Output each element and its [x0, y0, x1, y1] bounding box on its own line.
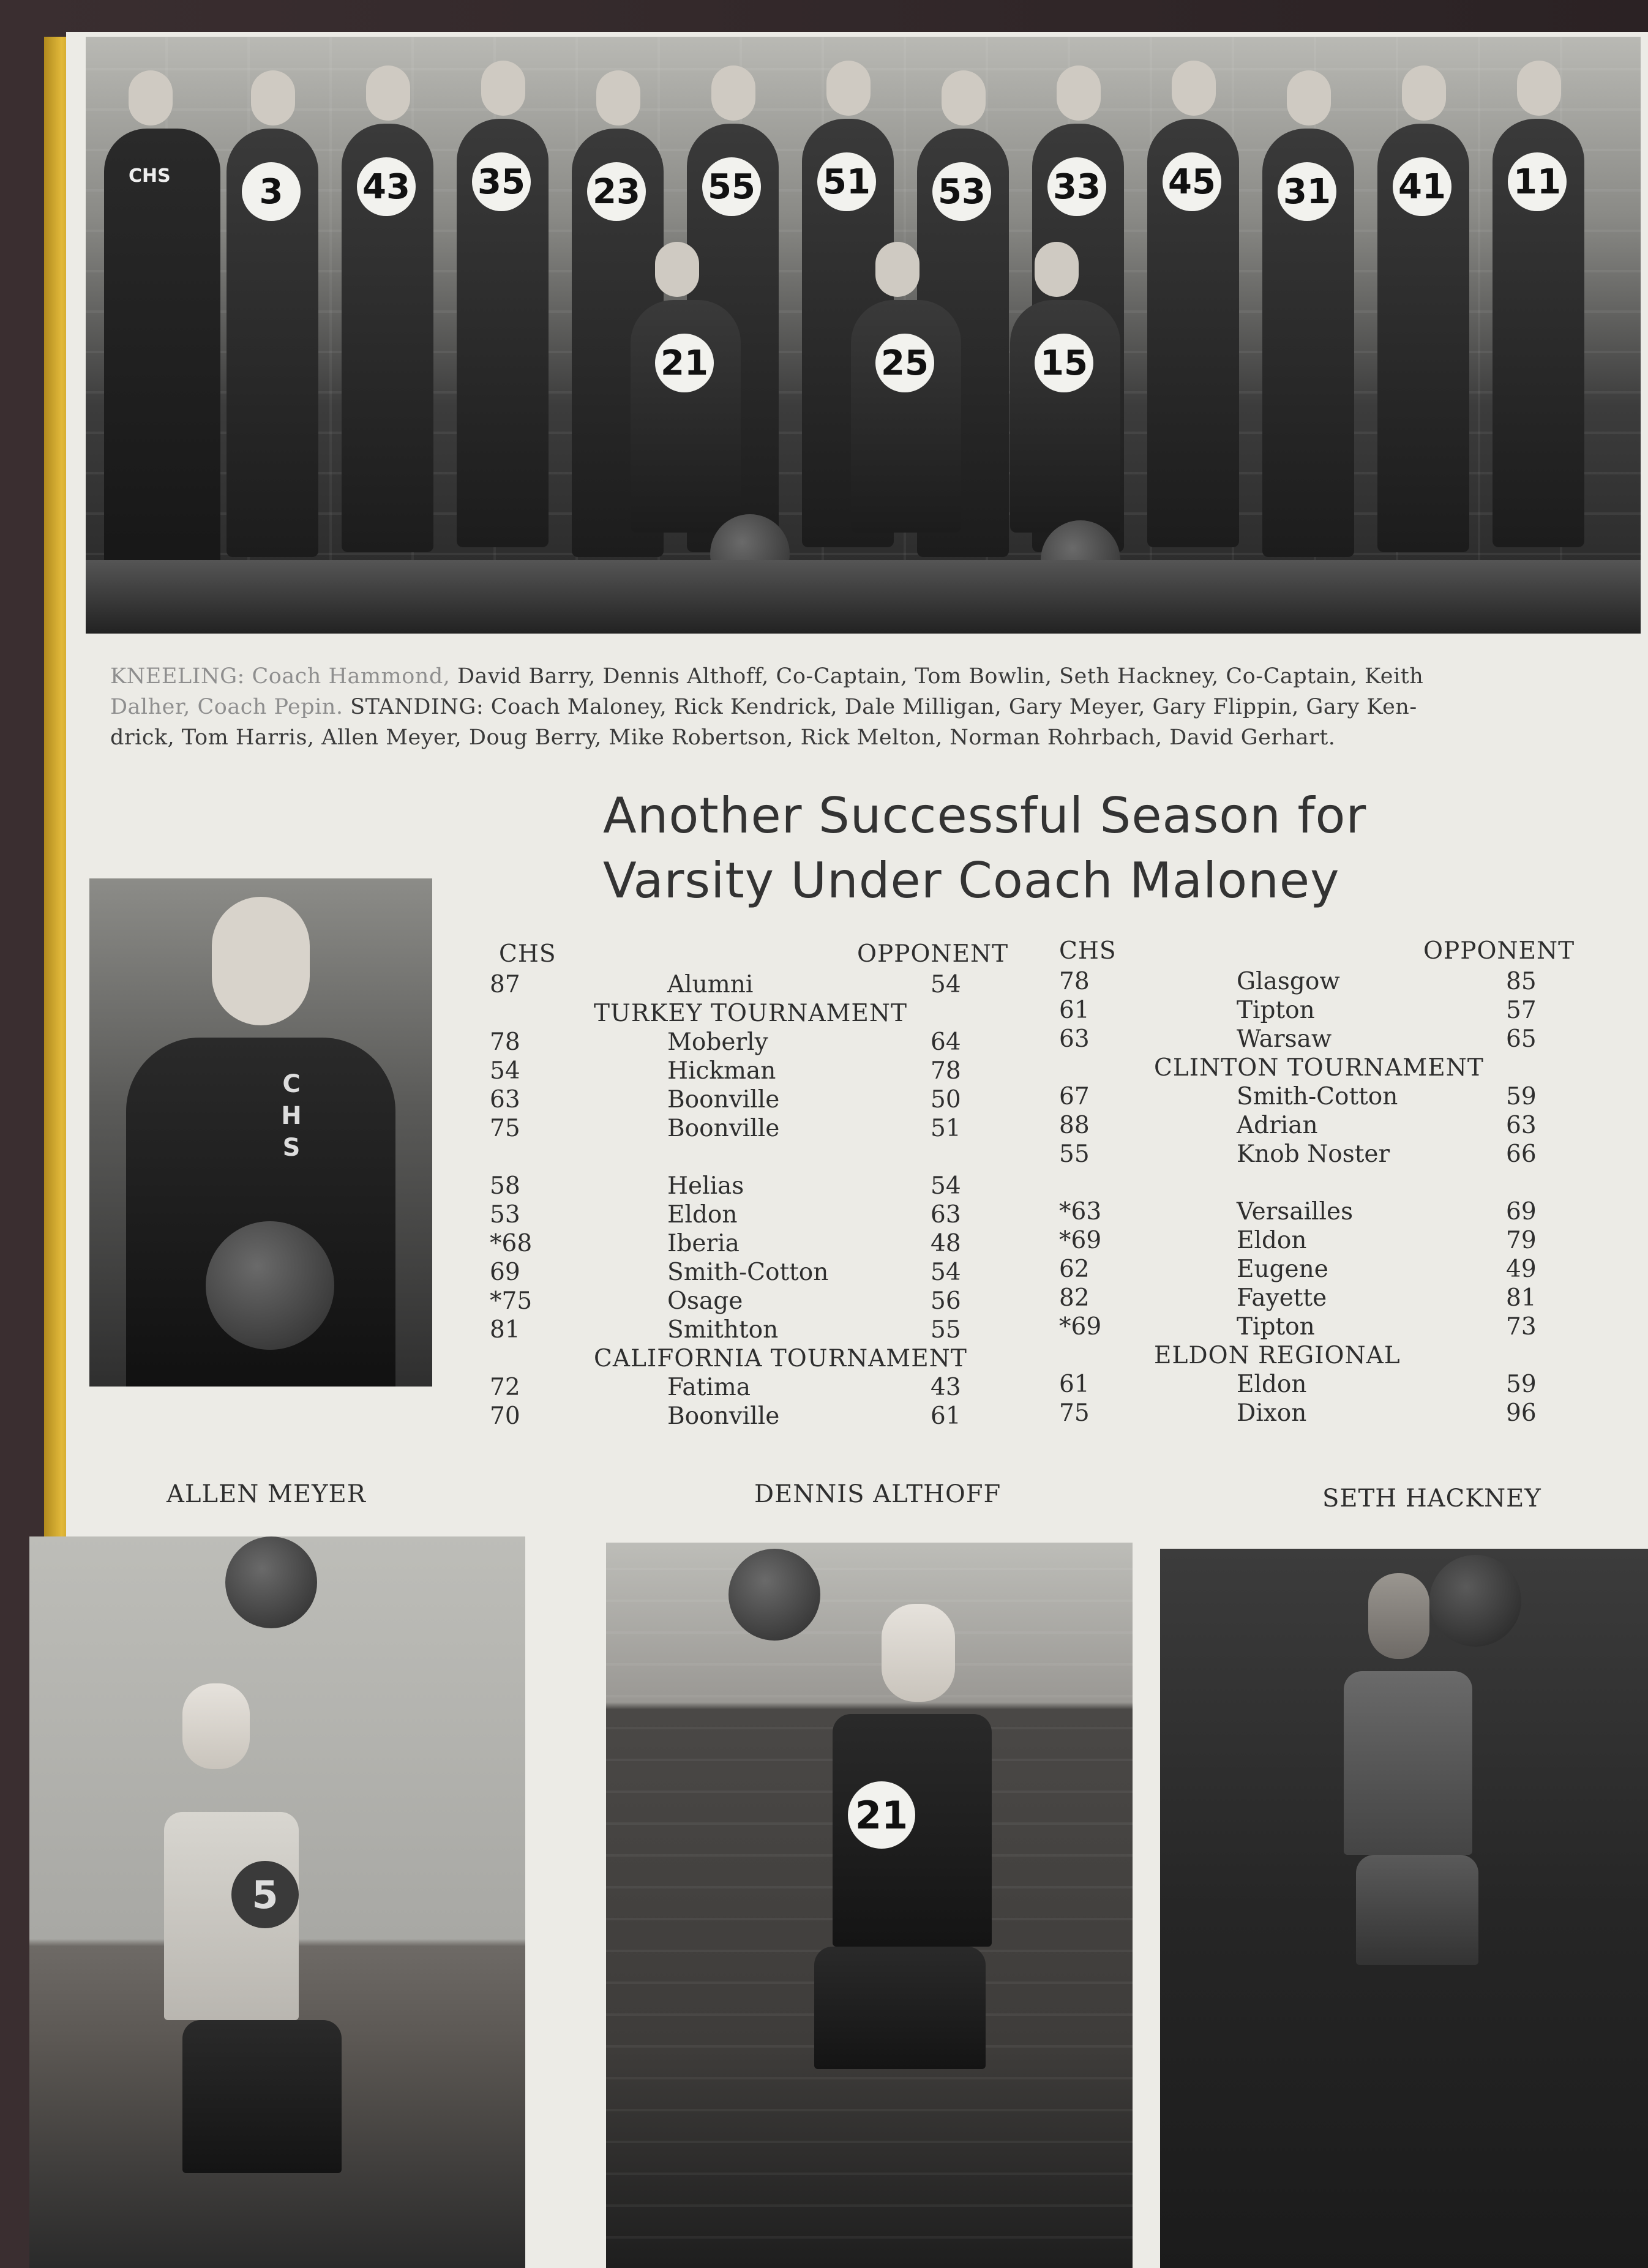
schedule-row: [1053, 1082, 1573, 1111]
player-head: [1402, 65, 1446, 121]
caption-line-2-rest: STANDING: Coach Maloney, Rick Kendrick, Dale Milligan, Gary Meyer, Gary Flippin, Gary Ken-: [343, 695, 1417, 719]
jersey-number: 35: [472, 152, 531, 211]
basketball: [728, 1549, 820, 1641]
schedule-row: [1053, 1312, 1573, 1341]
schedule-row: [490, 1229, 1016, 1258]
opponent-name: Eugene: [1237, 1256, 1328, 1283]
schedule-row: [490, 1172, 1016, 1200]
caption-kneeling-faded: Coach Hammond,: [252, 664, 451, 689]
chs-score: *68: [490, 1230, 533, 1257]
schedule-row: [490, 1316, 1016, 1344]
opponent-name: Glasgow: [1237, 968, 1340, 995]
opponent-name: Boonville: [667, 1115, 780, 1142]
opponent-name: Helias: [667, 1172, 744, 1200]
jersey-number: 11: [1508, 152, 1567, 211]
jersey-number: 15: [1035, 334, 1093, 392]
chs-score: 72: [490, 1374, 520, 1401]
basketball: [225, 1536, 317, 1628]
opponent-score: 73: [1506, 1313, 1537, 1341]
opponent-name: Osage: [667, 1287, 743, 1315]
opponent-score: 55: [931, 1316, 961, 1344]
player-head: [882, 1604, 955, 1702]
caption-kneeling-label: KNEELING:: [110, 664, 245, 689]
opponent-name: Eldon: [1237, 1371, 1307, 1398]
opponent-score: 63: [931, 1201, 961, 1229]
basketball: [206, 1221, 334, 1350]
chs-score: 78: [490, 1028, 520, 1056]
tournament-heading: ELDON REGIONAL: [1154, 1342, 1401, 1369]
standing-player: [1493, 119, 1584, 547]
jersey-number: 33: [1047, 157, 1106, 216]
team-photo: [86, 37, 1641, 634]
opponent-name: Tipton: [1237, 997, 1315, 1024]
dennis-althoff-photo: [606, 1543, 1133, 2268]
opponent-score: 85: [1506, 968, 1537, 995]
player-head: [942, 70, 986, 125]
gym-floor: [86, 560, 1641, 634]
jersey-number: 51: [817, 152, 876, 211]
opponent-score: 79: [1506, 1227, 1537, 1254]
coach-shirt-text: CHS: [129, 165, 171, 187]
player-head: [1368, 1573, 1429, 1659]
kneeling-player: [1010, 300, 1120, 533]
chs-score: 61: [1059, 997, 1090, 1024]
player-shorts: [182, 2020, 342, 2173]
opponent-score: 59: [1506, 1371, 1537, 1398]
opponent-score: 48: [931, 1230, 961, 1257]
jersey-number: 5: [231, 1861, 299, 1928]
opponent-name: Adrian: [1237, 1112, 1318, 1139]
jersey-number: 3: [242, 162, 301, 221]
standing-player: [342, 124, 433, 552]
schedule-header-chs: CHS: [499, 940, 556, 968]
standing-player: [1147, 119, 1239, 547]
chs-score: 88: [1059, 1112, 1090, 1139]
chs-score: *69: [1059, 1227, 1102, 1254]
schedule-row: [1053, 1226, 1573, 1255]
opponent-score: 54: [931, 1259, 961, 1286]
player-head: [826, 61, 871, 116]
allen-meyer-photo: [29, 1536, 525, 2268]
chs-score: 58: [490, 1172, 520, 1200]
opponent-score: 63: [1506, 1112, 1537, 1139]
player-name-seth-hackney: SETH HACKNEY: [1322, 1484, 1541, 1513]
opponent-name: Eldon: [1237, 1227, 1307, 1254]
kneeling-player: [631, 300, 741, 533]
caption-line-1-rest: David Barry, Dennis Althoff, Co-Captain, Tom Bowlin, Seth Hackney, Co-Captain, Keith: [450, 664, 1424, 689]
opponent-name: Fatima: [667, 1374, 751, 1401]
player-head: [129, 70, 173, 125]
page-headline: [603, 784, 1460, 913]
seth-hackney-photo: [1160, 1549, 1648, 2268]
opponent-name: Tipton: [1237, 1313, 1315, 1341]
schedule-header-chs: CHS: [1059, 937, 1117, 965]
caption-line-3: drick, Tom Harris, Allen Meyer, Doug Berry, Mike Robertson, Rick Melton, Norman Rohrbach, David Gerhart.: [110, 725, 1336, 750]
player-head: [1057, 65, 1101, 121]
opponent-name: Dixon: [1237, 1399, 1307, 1427]
schedule-row: [1053, 1140, 1573, 1169]
schedule-row: [1053, 1399, 1573, 1428]
schedule-row: [1053, 996, 1573, 1025]
player-head: [1035, 242, 1079, 297]
opponent-score: 64: [931, 1028, 961, 1056]
standing-player: [227, 129, 318, 557]
opponent-name: Hickman: [667, 1057, 776, 1085]
schedule-row: [490, 1028, 1016, 1057]
chs-score: 82: [1059, 1284, 1090, 1312]
opponent-score: 59: [1506, 1083, 1537, 1110]
opponent-score: 69: [1506, 1198, 1537, 1226]
player-head: [481, 61, 525, 116]
opponent-name: Fayette: [1237, 1284, 1327, 1312]
schedule-right-column: [1053, 937, 1573, 1426]
jersey-number: 23: [587, 162, 646, 221]
jersey-number: 21: [655, 334, 714, 392]
schedule-row: [490, 1287, 1016, 1316]
opponent-name: Smith-Cotton: [667, 1259, 829, 1286]
schedule-row: [1053, 967, 1573, 996]
player-shorts: [1356, 1855, 1478, 1965]
player-head: [1287, 70, 1331, 125]
opponent-score: 65: [1506, 1025, 1537, 1053]
chs-score: 69: [490, 1259, 520, 1286]
jersey-number: 53: [932, 162, 991, 221]
opponent-score: 96: [1506, 1399, 1537, 1427]
opponent-name: Knob Noster: [1237, 1140, 1390, 1168]
schedule-header-opponent: OPPONENT: [1423, 937, 1575, 965]
opponent-name: Warsaw: [1237, 1025, 1332, 1053]
schedule-row: [490, 970, 1016, 999]
chs-score: 61: [1059, 1371, 1090, 1398]
schedule-row: [490, 1373, 1016, 1402]
coach-portrait-photo: [89, 878, 432, 1387]
chs-score: *63: [1059, 1198, 1102, 1226]
chs-score: 54: [490, 1057, 520, 1085]
tournament-heading: CALIFORNIA TOURNAMENT: [594, 1345, 967, 1372]
chs-score: *75: [490, 1287, 533, 1315]
schedule-row: [1053, 1197, 1573, 1226]
jersey-number: 41: [1393, 157, 1451, 216]
caption-line-2: [110, 692, 1622, 722]
opponent-score: 61: [931, 1402, 961, 1430]
chs-score: 53: [490, 1201, 520, 1229]
standing-player: [1377, 124, 1469, 552]
basketball: [1429, 1555, 1521, 1647]
opponent-score: 66: [1506, 1140, 1537, 1168]
opponent-score: 50: [931, 1086, 961, 1113]
chs-score: 87: [490, 971, 520, 998]
chs-score: 63: [1059, 1025, 1090, 1053]
tournament-heading: TURKEY TOURNAMENT: [594, 1000, 908, 1027]
player-shorts: [814, 1947, 986, 2069]
headline-line-1: Another Successful Season for: [603, 787, 1367, 844]
player-head: [711, 65, 755, 121]
schedule-row: [490, 1200, 1016, 1229]
opponent-name: Smithton: [667, 1316, 779, 1344]
standing-player: [1262, 129, 1354, 557]
opponent-score: 51: [931, 1115, 961, 1142]
player-head: [655, 242, 699, 297]
player-name-allen-meyer: ALLEN MEYER: [167, 1480, 366, 1508]
opponent-name: Iberia: [667, 1230, 740, 1257]
standing-coach: [104, 129, 220, 618]
schedule-row: [490, 1057, 1016, 1085]
opponent-name: Eldon: [667, 1201, 738, 1229]
opponent-name: Alumni: [667, 971, 754, 998]
chs-score: 75: [490, 1115, 520, 1142]
opponent-score: 43: [931, 1374, 961, 1401]
opponent-score: 78: [931, 1057, 961, 1085]
chs-score: 75: [1059, 1399, 1090, 1427]
schedule-left-column: [490, 940, 1016, 1429]
player-head: [596, 70, 640, 125]
player-name-dennis-althoff: DENNIS ALTHOFF: [754, 1480, 1002, 1508]
schedule-header-opponent: OPPONENT: [857, 940, 1009, 968]
opponent-name: Boonville: [667, 1402, 780, 1430]
chs-score: *69: [1059, 1313, 1102, 1341]
caption-line-2-faded: Dalher, Coach Pepin.: [110, 695, 343, 719]
opponent-score: 56: [931, 1287, 961, 1315]
schedule-row: [1053, 1370, 1573, 1399]
schedule-row: [1053, 1284, 1573, 1312]
player-head: [1172, 61, 1216, 116]
headline-line-2: Varsity Under Coach Maloney: [603, 852, 1340, 909]
player-jersey: [1344, 1671, 1472, 1855]
opponent-score: 49: [1506, 1256, 1537, 1283]
jersey-number: 25: [875, 334, 934, 392]
kneeling-player: [851, 300, 961, 533]
chs-score: 70: [490, 1402, 520, 1430]
jersey-number: 55: [702, 157, 761, 216]
jersey-number: 21: [848, 1781, 915, 1849]
schedule-row: [490, 1114, 1016, 1143]
player-head: [251, 70, 295, 125]
team-photo-caption: [110, 661, 1622, 753]
schedule-row: [1053, 1255, 1573, 1284]
opponent-score: 54: [931, 971, 961, 998]
jersey-number: 43: [357, 157, 416, 216]
opponent-score: 57: [1506, 997, 1537, 1024]
schedule-row: [1053, 1025, 1573, 1054]
coach-face: [212, 897, 310, 1025]
jersey-number: 31: [1278, 162, 1336, 221]
caption-line-1: [110, 661, 1622, 692]
player-head: [182, 1683, 250, 1769]
player-head: [875, 242, 920, 297]
opponent-score: 54: [931, 1172, 961, 1200]
schedule-row: [490, 1258, 1016, 1287]
schedule-row: [490, 1402, 1016, 1431]
standing-player: [457, 119, 549, 547]
chs-score: 81: [490, 1316, 520, 1344]
chs-score: 63: [490, 1086, 520, 1113]
opponent-score: 81: [1506, 1284, 1537, 1312]
coach-shirt-text: C H S: [281, 1070, 302, 1162]
opponent-name: Boonville: [667, 1086, 780, 1113]
opponent-name: Smith-Cotton: [1237, 1083, 1398, 1110]
player-head: [366, 65, 410, 121]
chs-score: 55: [1059, 1140, 1090, 1168]
schedule-row: [490, 1085, 1016, 1114]
player-head: [1517, 61, 1561, 116]
opponent-name: Versailles: [1237, 1198, 1354, 1226]
chs-score: 78: [1059, 968, 1090, 995]
jersey-number: 45: [1163, 152, 1221, 211]
schedule-row: [1053, 1111, 1573, 1140]
tournament-heading: CLINTON TOURNAMENT: [1154, 1054, 1484, 1082]
chs-score: 62: [1059, 1256, 1090, 1283]
opponent-name: Moberly: [667, 1028, 768, 1056]
chs-score: 67: [1059, 1083, 1090, 1110]
